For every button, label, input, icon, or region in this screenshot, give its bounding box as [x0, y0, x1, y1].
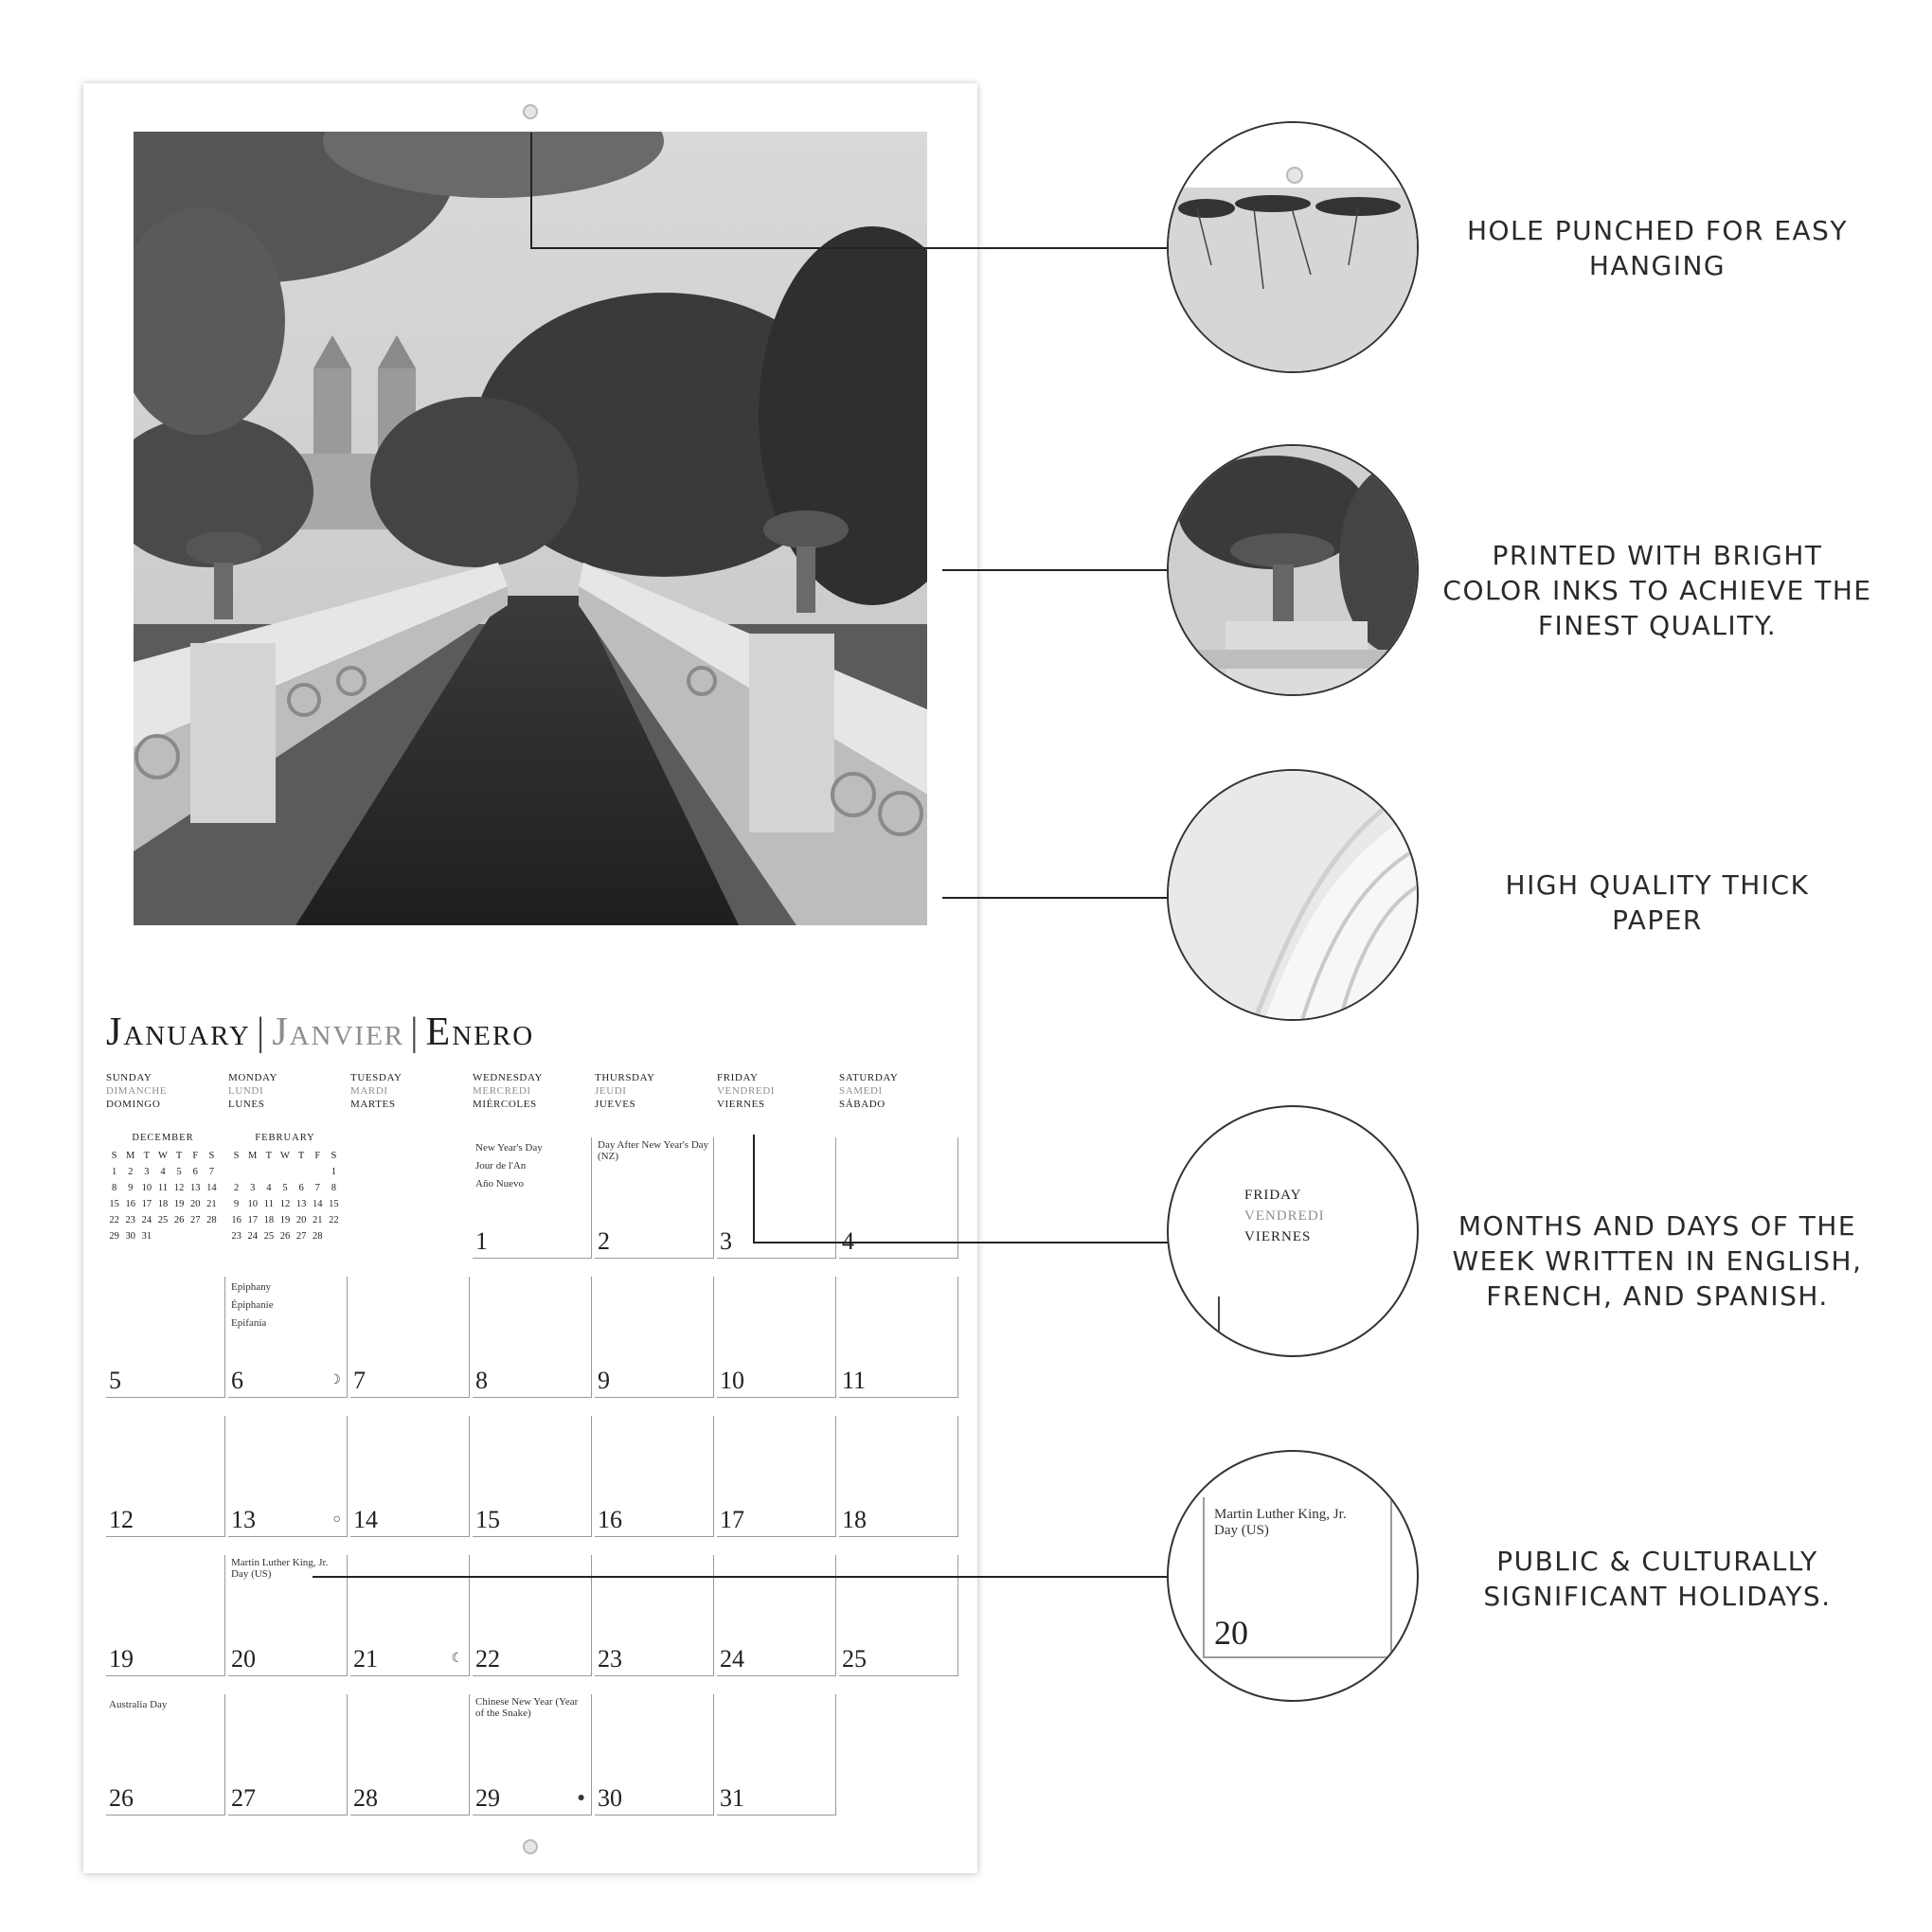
- day-number: 11: [842, 1367, 867, 1394]
- month-title-fr: Janvier: [272, 1011, 405, 1054]
- mini-month-day: [244, 1164, 260, 1180]
- day-number: 10: [720, 1367, 744, 1394]
- mini-month-weekday: T: [175, 1151, 183, 1161]
- mini-month-day: [154, 1228, 170, 1244]
- title-separator: |: [410, 1011, 420, 1054]
- mini-month-day: 25: [263, 1231, 275, 1242]
- day-number: 15: [475, 1506, 500, 1533]
- title-separator: |: [256, 1011, 267, 1054]
- day-number: 22: [475, 1645, 500, 1673]
- callout-circle-ink: [1167, 444, 1419, 696]
- mini-month-weekday: T: [143, 1151, 151, 1161]
- zoom-weekday-label: [1244, 1185, 1325, 1247]
- weekday-en: TUESDAY: [350, 1072, 402, 1083]
- holiday-label: [475, 1139, 587, 1193]
- mini-month-day: 18: [263, 1215, 275, 1225]
- day-cell: [473, 1694, 592, 1816]
- mini-month-weekday: W: [158, 1151, 168, 1161]
- holiday-line: Martin Luther King, Jr. Day (US): [231, 1557, 329, 1580]
- callout-circle-holiday: [1167, 1450, 1419, 1702]
- day-cell: [717, 1555, 836, 1676]
- day-cell: [839, 1277, 958, 1398]
- mini-month-title: DECEMBER: [132, 1133, 194, 1143]
- mini-month-day: [326, 1228, 342, 1244]
- leader-line-ink: [942, 569, 1168, 571]
- mini-month-weekday: W: [280, 1151, 290, 1161]
- day-cell: [473, 1416, 592, 1537]
- mini-month-day: 12: [279, 1199, 291, 1209]
- moon-phase-icon: ○: [332, 1512, 341, 1527]
- mini-month-day: 14: [313, 1199, 323, 1209]
- day-number: 16: [598, 1506, 622, 1533]
- day-cell: [228, 1277, 348, 1398]
- day-cell: [595, 1555, 714, 1676]
- day-number: 21: [353, 1645, 378, 1673]
- mini-month-day: 13: [190, 1183, 201, 1193]
- mini-month-day: 3: [250, 1183, 256, 1193]
- day-number: 27: [231, 1784, 256, 1812]
- day-number: 25: [842, 1645, 867, 1673]
- mini-month-day: 9: [128, 1183, 134, 1193]
- day-cell: [350, 1416, 470, 1537]
- zoom-weekday-en: FRIDAY: [1244, 1188, 1302, 1203]
- weekday-es: VIERNES: [717, 1099, 765, 1110]
- weekday-en: SUNDAY: [106, 1072, 152, 1083]
- mini-month-december: [106, 1133, 220, 1244]
- mini-month-weekday: S: [331, 1151, 337, 1161]
- day-number: 6: [231, 1367, 243, 1394]
- zoom-holiday-cell: [1203, 1497, 1392, 1658]
- mini-month-day: 21: [206, 1199, 217, 1209]
- mini-month-day: 25: [157, 1215, 169, 1225]
- mini-month-day: 3: [144, 1167, 150, 1177]
- mini-month-day: 18: [157, 1199, 169, 1209]
- weekday-fr: MARDI: [350, 1085, 388, 1097]
- mini-month-day: 15: [329, 1199, 339, 1209]
- holiday-line: Day After New Year's Day (NZ): [598, 1139, 709, 1162]
- mini-month-weekday: S: [208, 1151, 215, 1161]
- mini-month-day: 7: [208, 1167, 215, 1177]
- mini-month-day: 29: [109, 1231, 119, 1242]
- mini-month-day: 15: [109, 1199, 119, 1209]
- mini-month-day: 26: [173, 1215, 185, 1225]
- leader-line-holiday: [313, 1576, 1168, 1578]
- weekday-es: MARTES: [350, 1099, 396, 1110]
- mini-month-day: 5: [282, 1183, 288, 1193]
- day-cell: [717, 1416, 836, 1537]
- mini-month-day: 13: [295, 1199, 307, 1209]
- day-number: 7: [353, 1367, 366, 1394]
- mini-month-day: 30: [125, 1231, 135, 1242]
- weekday-es: DOMINGO: [106, 1099, 161, 1110]
- mini-month-day: 22: [109, 1215, 119, 1225]
- weekday-es: MIÉRCOLES: [473, 1099, 537, 1110]
- hole-zoom-illustration: [1169, 123, 1419, 373]
- mini-month-weekday: F: [192, 1151, 199, 1161]
- callout-text-paper: HIGH QUALITY THICK PAPER: [1505, 869, 1810, 936]
- day-number: 9: [598, 1367, 610, 1394]
- day-cell: [717, 1694, 836, 1816]
- mini-month-day: [228, 1164, 244, 1180]
- bow-bridge-photo: [134, 132, 927, 925]
- callout-circle-weekday: [1167, 1105, 1419, 1357]
- urn-zoom-illustration: [1169, 446, 1419, 696]
- mini-month-weekday: T: [265, 1151, 273, 1161]
- holiday-line: Epiphany: [231, 1281, 272, 1293]
- holiday-line: Epifanía: [231, 1317, 267, 1329]
- mini-month-day: 9: [233, 1199, 240, 1209]
- mini-month-title: FEBRUARY: [255, 1133, 315, 1143]
- day-number: 13: [231, 1506, 256, 1533]
- holiday-label: [598, 1139, 709, 1162]
- mini-month-day: [294, 1164, 310, 1180]
- day-number: 2: [598, 1227, 610, 1255]
- mini-month-day: [277, 1164, 293, 1180]
- weekday-header: [717, 1071, 840, 1111]
- holiday-line: New Year's Day: [475, 1142, 543, 1154]
- day-number: 31: [720, 1784, 744, 1812]
- callout-text-hole: HOLE PUNCHED FOR EASY HANGING: [1466, 215, 1849, 281]
- day-cell: [839, 1555, 958, 1676]
- mini-month-day: 26: [279, 1231, 291, 1242]
- hanging-hole-top: [523, 104, 538, 119]
- day-cell: [350, 1277, 470, 1398]
- weekday-fr: DIMANCHE: [106, 1085, 168, 1097]
- day-cell: [106, 1416, 225, 1537]
- weekday-fr: VENDREDI: [717, 1085, 776, 1097]
- weekday-es: SÁBADO: [839, 1099, 886, 1110]
- day-number: 8: [475, 1367, 488, 1394]
- mini-month-day: 27: [190, 1215, 201, 1225]
- weekday-en: WEDNESDAY: [473, 1072, 544, 1083]
- day-number: 23: [598, 1645, 622, 1673]
- holiday-line: Jour de l'An: [475, 1160, 527, 1172]
- holiday-label: [475, 1696, 587, 1719]
- weekday-header: [350, 1071, 474, 1111]
- mini-month-day: [171, 1228, 188, 1244]
- month-title-es: Enero: [425, 1011, 535, 1054]
- day-number: 30: [598, 1784, 622, 1812]
- day-cell: [839, 1137, 958, 1259]
- day-number: 14: [353, 1506, 378, 1533]
- holiday-line: Australia Day: [109, 1699, 168, 1710]
- weekday-es: LUNES: [228, 1099, 265, 1110]
- zoom-day-number: 20: [1214, 1614, 1248, 1652]
- mini-month-day: 10: [141, 1183, 152, 1193]
- mini-month-day: 6: [298, 1183, 304, 1193]
- mini-month-day: 4: [160, 1167, 166, 1177]
- weekday-header: [473, 1071, 596, 1111]
- mini-month-day: 19: [279, 1215, 291, 1225]
- mini-month-day: 20: [190, 1199, 201, 1209]
- day-number: 12: [109, 1506, 134, 1533]
- holiday-line: Épiphanie: [231, 1299, 274, 1311]
- mini-month-day: 16: [231, 1215, 242, 1225]
- moon-phase-icon: ☽: [329, 1373, 341, 1387]
- day-cell: [228, 1694, 348, 1816]
- mini-month-day: 12: [173, 1183, 185, 1193]
- mini-month-day: 11: [263, 1199, 274, 1209]
- mini-month-day: 21: [313, 1215, 323, 1225]
- weekday-es: JUEVES: [595, 1099, 636, 1110]
- mini-month-day: [260, 1164, 277, 1180]
- zoom-holiday-text: Martin Luther King, Jr. Day (US): [1214, 1507, 1347, 1538]
- month-title: [106, 1010, 534, 1055]
- weekday-en: FRIDAY: [717, 1072, 759, 1083]
- day-cell: [595, 1277, 714, 1398]
- day-cell: [106, 1694, 225, 1816]
- mini-month-day: 19: [173, 1199, 185, 1209]
- leader-line-weekday: [753, 1242, 1168, 1243]
- weekday-fr: MERCREDI: [473, 1085, 531, 1097]
- calendar-page: [83, 83, 977, 1873]
- mini-month-weekday: T: [297, 1151, 305, 1161]
- mini-month-day: [188, 1228, 204, 1244]
- mini-month-day: 2: [128, 1167, 134, 1177]
- mini-month-day: 17: [247, 1215, 258, 1225]
- mini-month-day: 20: [295, 1215, 307, 1225]
- mini-month-day: 23: [125, 1215, 135, 1225]
- weekday-header: [839, 1071, 962, 1111]
- mini-month-day: 24: [141, 1215, 152, 1225]
- day-cell: [473, 1555, 592, 1676]
- day-cell: [595, 1137, 714, 1259]
- leader-line-paper: [942, 897, 1168, 899]
- mini-month-day: 22: [329, 1215, 339, 1225]
- day-cell: [106, 1555, 225, 1676]
- weekday-fr: LUNDI: [228, 1085, 264, 1097]
- leader-line-weekday: [753, 1135, 755, 1243]
- mini-month-day: [204, 1228, 220, 1244]
- day-cell: [595, 1416, 714, 1537]
- holiday-line: Chinese New Year (Year of the Snake): [475, 1696, 579, 1719]
- mini-month-day: 4: [266, 1183, 272, 1193]
- leader-line-hole: [530, 133, 532, 248]
- callout-text-holiday: PUBLIC & CULTURALLY SIGNIFICANT HOLIDAYS.: [1483, 1546, 1832, 1612]
- holiday-label: [109, 1696, 221, 1714]
- callout-circle-paper: [1167, 769, 1419, 1021]
- day-cell: [228, 1416, 348, 1537]
- mini-month-day: 28: [206, 1215, 217, 1225]
- bridge-photo-illustration: [134, 132, 927, 925]
- month-title-en: January: [106, 1011, 251, 1054]
- mini-month-weekday: F: [314, 1151, 321, 1161]
- mini-month-day: 16: [125, 1199, 135, 1209]
- day-number: 17: [720, 1506, 744, 1533]
- mini-month-day: 8: [331, 1183, 337, 1193]
- day-number: 28: [353, 1784, 378, 1812]
- weekday-header: [106, 1071, 229, 1111]
- day-number: 1: [475, 1227, 488, 1255]
- day-cell: [106, 1277, 225, 1398]
- weekday-en: THURSDAY: [595, 1072, 655, 1083]
- mini-month-day: 10: [247, 1199, 258, 1209]
- mini-month-weekday: M: [126, 1151, 135, 1161]
- mini-month-february: [228, 1133, 342, 1244]
- zoom-weekday-es: VIERNES: [1244, 1229, 1312, 1244]
- day-number: 3: [720, 1227, 732, 1255]
- mini-month-day: 1: [111, 1167, 117, 1177]
- mini-month-day: 17: [141, 1199, 152, 1209]
- mini-month-day: 7: [314, 1183, 320, 1193]
- mini-month-day: 14: [206, 1183, 217, 1193]
- day-cell: [473, 1137, 592, 1259]
- leader-line-hole: [530, 247, 1167, 249]
- mini-month-weekday: M: [248, 1151, 258, 1161]
- mini-month-day: 1: [331, 1167, 337, 1177]
- mini-month-day: 6: [192, 1167, 198, 1177]
- day-number: 18: [842, 1506, 867, 1533]
- callout-circle-hole: [1167, 121, 1419, 373]
- day-number: 29: [475, 1784, 500, 1812]
- callout-text-weekday: MONTHS AND DAYS OF THE WEEK WRITTEN IN ENGLISH, FRENCH, AND SPANISH.: [1452, 1210, 1863, 1312]
- zoom-cell-border: [1218, 1297, 1220, 1357]
- mini-month-weekday: S: [111, 1151, 117, 1161]
- weekday-en: SATURDAY: [839, 1072, 899, 1083]
- mini-month-day: [310, 1164, 326, 1180]
- callout-text-ink: PRINTED WITH BRIGHT COLOR INKS TO ACHIEVE THE FINEST QUALITY.: [1442, 540, 1872, 641]
- weekday-fr: JEUDI: [595, 1085, 627, 1097]
- day-number: 20: [231, 1645, 256, 1673]
- mini-month-day: 5: [176, 1167, 182, 1177]
- day-number: 5: [109, 1367, 121, 1394]
- day-cell: [595, 1694, 714, 1816]
- mini-month-day: 11: [157, 1183, 169, 1193]
- day-cell: [350, 1694, 470, 1816]
- mini-month-day: 28: [313, 1231, 323, 1242]
- day-cell: [839, 1416, 958, 1537]
- mini-month-weekday: S: [233, 1151, 240, 1161]
- day-number: 24: [720, 1645, 744, 1673]
- mini-month-day: 27: [295, 1231, 307, 1242]
- weekday-header: [228, 1071, 351, 1111]
- zoom-weekday-fr: VENDREDI: [1244, 1208, 1325, 1224]
- holiday-label: [231, 1279, 343, 1333]
- moon-phase-icon: ●: [577, 1791, 585, 1805]
- day-cell: [228, 1555, 348, 1676]
- day-cell: [717, 1277, 836, 1398]
- mini-month-day: 2: [233, 1183, 240, 1193]
- paper-zoom-illustration: [1169, 771, 1419, 1021]
- mini-month-day: 24: [247, 1231, 258, 1242]
- day-number: 26: [109, 1784, 134, 1812]
- mini-month-day: 8: [111, 1183, 117, 1193]
- day-cell: [473, 1277, 592, 1398]
- day-cell: [350, 1555, 470, 1676]
- mini-month-day: 23: [231, 1231, 242, 1242]
- holiday-line: Año Nuevo: [475, 1178, 525, 1190]
- mini-month-day: 31: [141, 1231, 152, 1242]
- weekday-fr: SAMEDI: [839, 1085, 883, 1097]
- hanging-hole-bottom: [523, 1839, 538, 1854]
- moon-phase-icon: ☾: [451, 1652, 463, 1666]
- day-cell: [717, 1137, 836, 1259]
- day-number: 19: [109, 1645, 134, 1673]
- weekday-header: [595, 1071, 718, 1111]
- weekday-en: MONDAY: [228, 1072, 278, 1083]
